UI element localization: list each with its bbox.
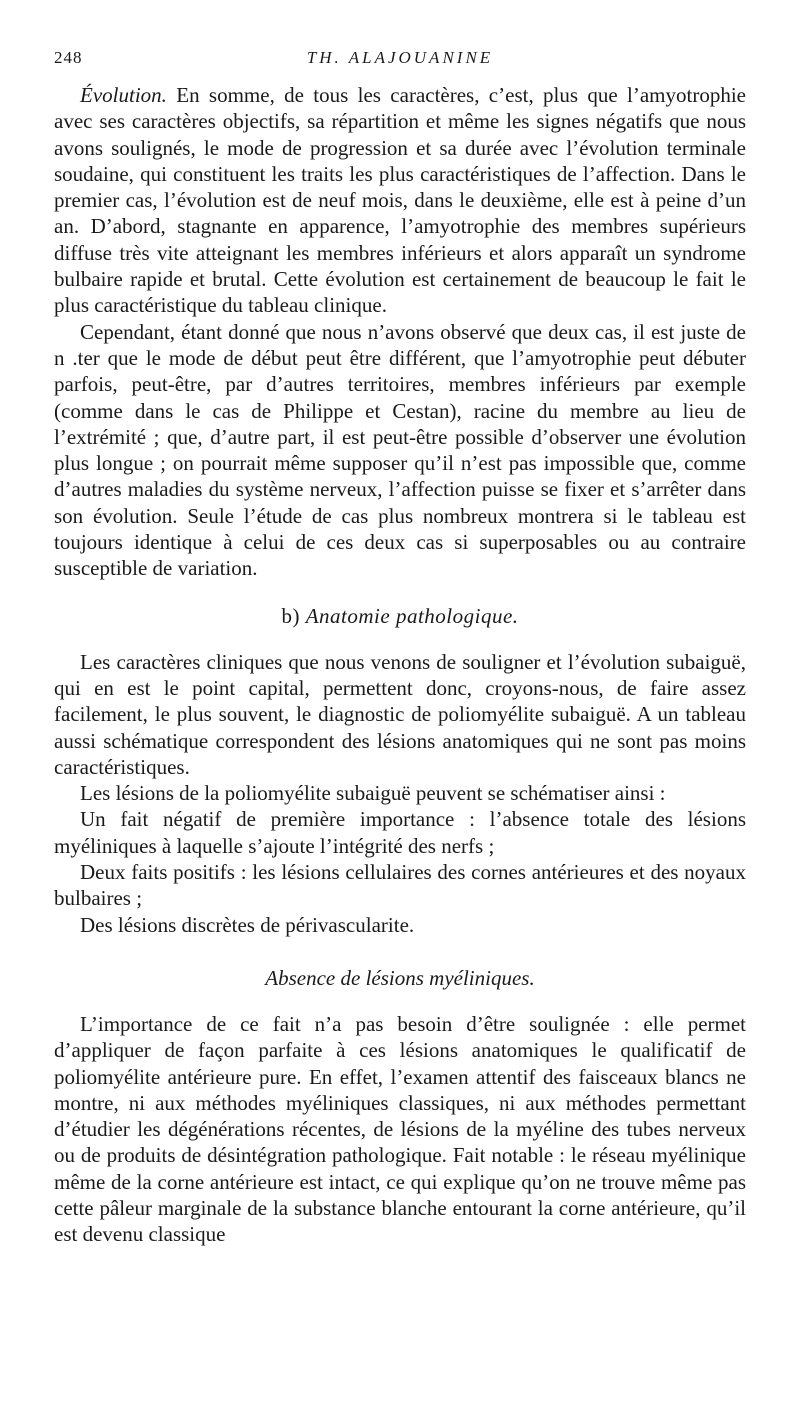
- paragraph: Cependant, étant donné que nous n’avons observé que deux cas, il est juste de n .ter que le mode de début peut être différent, que l’amyotrophie peut débuter parfois, peut-être, par d’autres territoires, membres inférieurs par exemple (comme dans le cas de Philippe et Cestan), racine du membre au lieu de l’extrémité ; que, d’autre part, il est peut-être possible d’observer une évolution plus longue ; on pourrait même supposer qu’il n’est pas impossible que, comme d’autres maladies du système nerveux, l’affection puisse se fixer et s’arrêter dans son évolution. Seule l’étude de cas plus nombreux montrera si le tableau est toujours identique à celui de ces deux cas si superposables ou au contraire susceptible de variation.: [54, 319, 746, 581]
- section-title: Anatomie pathologique.: [305, 603, 519, 628]
- paragraph: Deux faits positifs : les lésions cellulaires des cornes antérieures et des noyaux bulbaires ;: [54, 860, 746, 911]
- subheading: Absence de lésions myéliniques.: [265, 965, 535, 990]
- running-title: TH. ALAJOUANINE: [306, 48, 494, 67]
- paragraph: Un fait négatif de première importance : l’absence totale des lésions myéliniques à laquelle s’ajoute l’intégrité des nerfs ;: [54, 807, 746, 858]
- page-header: [54, 48, 746, 82]
- paragraph: Les caractères cliniques que nous venons de souligner et l’évolution subaiguë, qui en est le point capital, permettent donc, croyons-nous, de faire assez facilement, le plus souvent, le diagnostic de poliomyélite subaiguë. A un tableau aussi schématique correspondent des lésions anatomiques qui ne sont pas moins caractéristiques.: [54, 649, 746, 779]
- paragraph-text: En somme, de tous les caractères, c’est, plus que l’amyotrophie avec ses caractères objectifs, sa répartition et même les signes négatifs que nous avons soulignés, le mode de progression et sa durée avec l’évolution terminale soudaine, qui constituent les traits les plus caractéristiques de l’affection. Dans le premier cas, l’évolution est de neuf mois, dans le deuxième, elle est à peine d’un an. D’abord, stagnante en apparence, l’amyotrophie des membres supérieurs diffuse très vite atteignant les membres inférieurs et alors apparaît un syndrome bulbaire rapide et brutal. Cette évolution est certainement de beaucoup le fait le plus caractéristique du tableau clinique.: [54, 83, 746, 318]
- paragraph: L’importance de ce fait n’a pas besoin d’être soulignée : elle permet d’appliquer de façon parfaite à ces lésions anatomiques le qualificatif de poliomyélite antérieure pure. En effet, l’examen attentif des faisceaux blancs ne montre, ni aux méthodes myéliniques classiques, ni aux méthodes permettant d’étudier les dégénérations récentes, de lésions de la myéline des tubes nerveux ou de produits de désintégration pathologique. Fait notable : le réseau myélinique même de la corne antérieure est intact, ce qui explique qu’on ne trouve même pas cette pâleur marginale de la substance blanche entourant la corne antérieure, qu’il est devenu classique: [54, 1011, 746, 1247]
- document-page: [54, 48, 746, 1248]
- section-marker: b): [281, 603, 300, 628]
- section-heading: [54, 604, 746, 629]
- paragraph: Les lésions de la poliomyélite subaiguë peuvent se schématiser ainsi :: [80, 781, 666, 806]
- paragraph: Des lésions discrètes de périvascularite.: [80, 912, 415, 937]
- paragraph-lead-in: Évolution.: [80, 83, 167, 107]
- page-number: 248: [54, 48, 83, 67]
- paragraph-evolution: [54, 82, 746, 319]
